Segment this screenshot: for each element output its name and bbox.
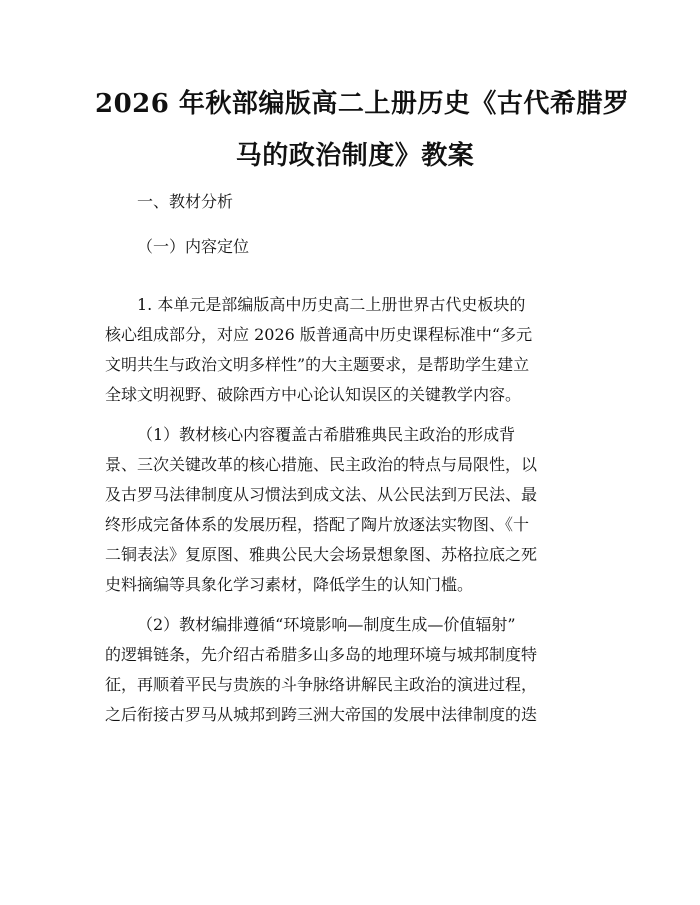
paragraph-line: 终形成完备体系的发展历程，搭配了陶片放逐法实物图、《十 — [105, 515, 530, 534]
title-line-1: 2026 年秋部编版高二上册历史《古代希腊罗 — [95, 89, 630, 119]
paragraph-1 — [105, 290, 605, 410]
paragraph-line: 之后衔接古罗马从城邦到跨三洲大帝国的发展中法律制度的迭 — [105, 705, 538, 724]
paragraph-line: （2）教材编排遵循“环境影响—制度生成—价值辐射” — [137, 615, 516, 634]
title-line-2: 马的政治制度》教案 — [235, 141, 475, 171]
document-title — [95, 78, 630, 182]
paragraph-line: 景、三次关键改革的核心措施、民主政治的特点与局限性，以 — [105, 455, 538, 474]
paragraph-line: 及古罗马法律制度从习惯法到成文法、从公民法到万民法、最 — [105, 485, 538, 504]
document-body — [105, 188, 605, 740]
subsection-heading: （一）内容定位 — [137, 237, 250, 256]
paragraph-3 — [105, 610, 605, 730]
paragraph-line: 文明共生与政治文明多样性”的大主题要求，是帮助学生建立 — [105, 355, 530, 374]
section-heading: 一、教材分析 — [137, 192, 234, 211]
paragraph-line: 1. 本单元是部编版高中历史高二上册世界古代史板块的 — [137, 295, 526, 314]
paragraph-line: 的逻辑链条，先介绍古希腊多山多岛的地理环境与城邦制度特 — [105, 645, 538, 664]
paragraph-2 — [105, 420, 605, 600]
paragraph-line: 史料摘编等具象化学习素材，降低学生的认知门槛。 — [105, 575, 474, 594]
paragraph-line: 征，再顺着平民与贵族的斗争脉络讲解民主政治的演进过程， — [105, 675, 538, 694]
paragraph-line: 全球文明视野、破除西方中心论认知误区的关键教学内容。 — [105, 385, 522, 404]
paragraph-line: 二铜表法》复原图、雅典公民大会场景想象图、苏格拉底之死 — [105, 545, 538, 564]
paragraph-line: 核心组成部分，对应 2026 版普通高中历史课程标准中“多元 — [105, 325, 533, 344]
paragraph-line: （1）教材核心内容覆盖古希腊雅典民主政治的形成背 — [137, 425, 516, 444]
